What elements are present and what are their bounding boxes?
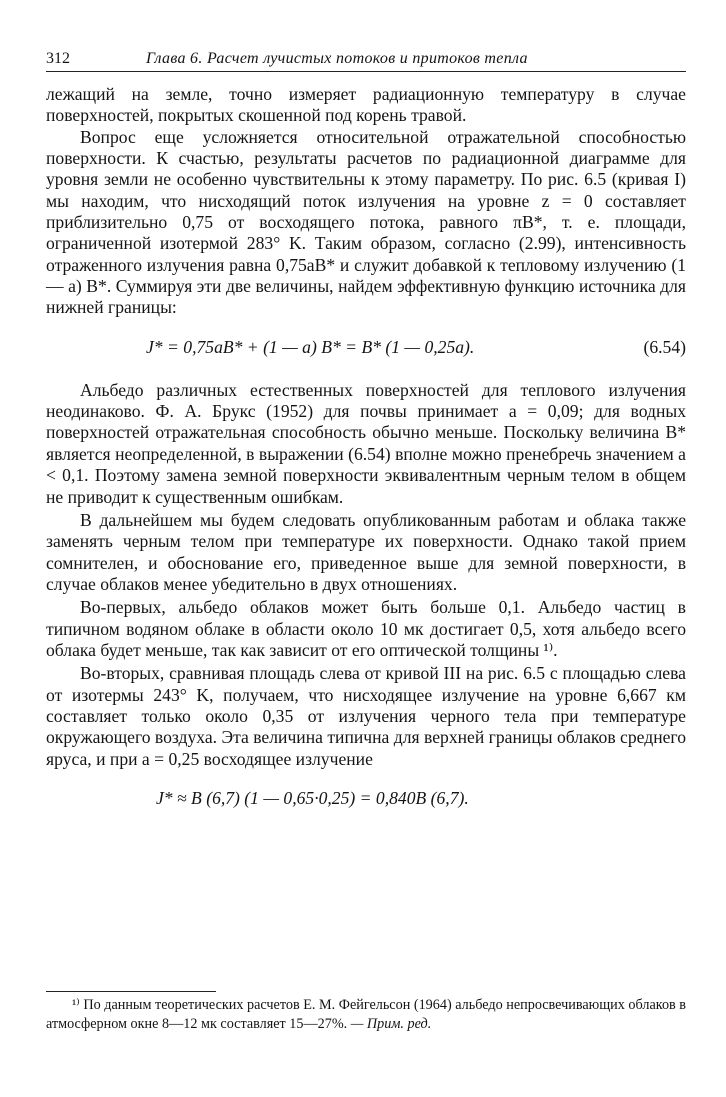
equation-cloud-expression: J* ≈ B (6,7) (1 — 0,65·0,25) = 0,840B (6,7). <box>156 787 469 808</box>
paragraph-continuation: лежащий на земле, точно измеряет радиационную температуру в случае поверхностей, покрытых скошенной под корень травой. <box>46 84 686 126</box>
equation-6-54 <box>46 334 686 360</box>
equation-cloud-emission <box>46 785 686 811</box>
footnote-editor-note: — Прим. ред. <box>350 1016 432 1032</box>
header-rule <box>46 71 686 72</box>
footnote-rule <box>46 991 216 992</box>
paragraph-first-reason: Во-первых, альбедо облаков может быть больше 0,1. Альбедо частиц в типичном водяном облаке в области около 10 мк достигает 0,5, хотя альбедо всего облака будет меньше, так как зависит от его оптической толщины ¹⁾. <box>46 597 686 660</box>
equation-6-54-number: (6.54) <box>643 336 686 357</box>
paragraph-reflectivity: Вопрос еще усложняется относительной отражательной способностью поверхности. К счастью, результаты расчетов по радиационной диаграмме для уровня земли не особенно чувствительны к этому параметру. По рис. 6.5 (кривая I) мы находим, что нисходящий поток излучения на уровне z = 0 составляет приблизительно 0,75 от восходящего потока, равного πB*, т. е. площади, ограниченной изотермой 283° K. Таким образом, согласно (2.99), интенсивность отраженного излучения равна 0,75aB* и служит добавкой к тепловому излучению (1 — a) B*. Суммируя эти две величины, найдем эффективную функцию источника для нижней границы: <box>46 126 686 318</box>
paragraph-second-reason: Во-вторых, сравнивая площадь слева от кривой III на рис. 6.5 с площадью слева от изотермы 243° K, получаем, что нисходящее излучение на уровне 6,667 км составляет только около 0,35 от излучения черного тела при температуре окружающего воздуха. Эта величина типична для верхней границы облаков среднего яруса, и при a = 0,25 восходящее излучение <box>46 663 686 769</box>
chapter-title: Глава 6. Расчет лучистых потоков и притоков тепла <box>146 50 528 67</box>
equation-6-54-expression: J* = 0,75aB* + (1 — a) B* = B* (1 — 0,25a). <box>146 336 475 357</box>
running-head <box>46 48 686 70</box>
footnote-marker: ¹⁾ <box>72 997 80 1013</box>
paragraph-clouds: В дальнейшем мы будем следовать опубликованным работам и облака также заменять черным телом при температуре их поверхности. Однако такой прием сомнителен, и обоснование его, приведенное выше для земной поверхности, в случае облаков менее убедительно в двух отношениях. <box>46 509 686 594</box>
body-text <box>46 84 686 831</box>
footnote <box>46 996 686 1034</box>
page-number: 312 <box>46 50 70 67</box>
paragraph-albedo: Альбедо различных естественных поверхностей для теплового излучения неодинаково. Ф. А. Брукс (1952) для почвы принимает a = 0,09; для водных поверхностей отражательная способность обычно меньше. Поскольку величина B* является неопределенной, в выражении (6.54) вполне можно пренебречь значением a < 0,1. Поэтому замена земной поверхности эквивалентным черным телом в общем не приводит к существенным ошибкам. <box>46 379 686 507</box>
footnote-text: По данным теоретических расчетов Е. М. Фейгельсон (1964) альбедо непросвечивающих облаков в атмосферном окне 8—12 мк составляет 15—27%. <box>46 997 686 1032</box>
